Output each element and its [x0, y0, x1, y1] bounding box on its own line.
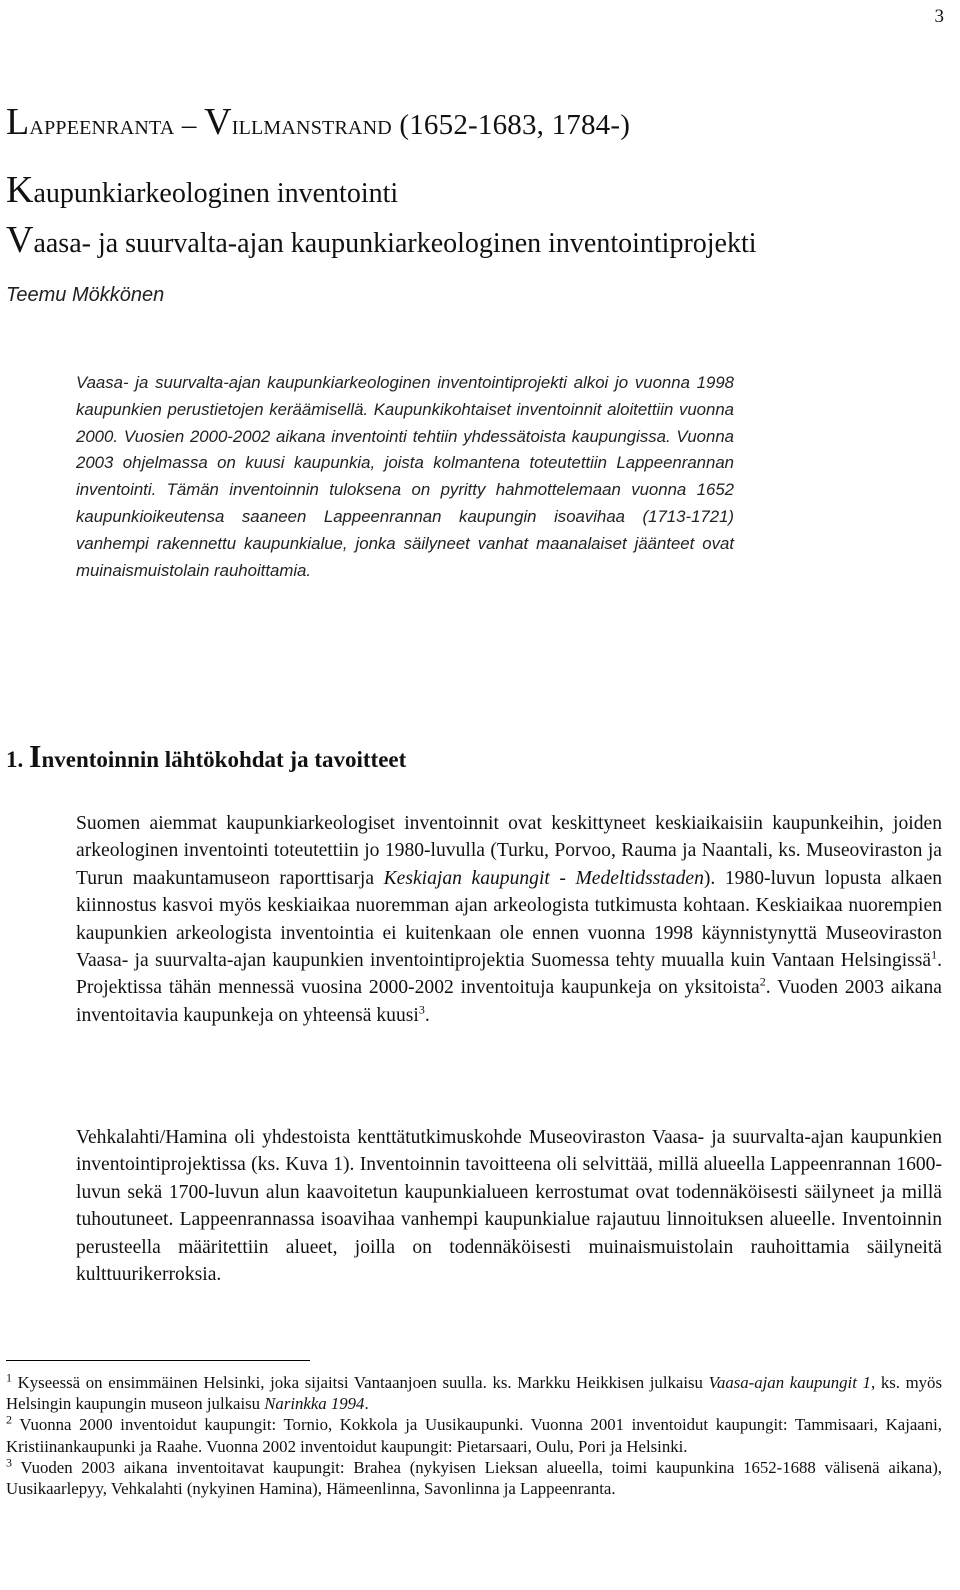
footnote-3-number: 3	[6, 1455, 12, 1470]
footnote-3-text: Vuoden 2003 aikana inventoitavat kaupungit: Brahea (nykyisen Lieksan alueella, toimi kaupunkina 1652-1688 välisenä aikana), Uusikaarlepyy, Vehkalahti (nykyinen Hamina), Hämeenlinna, Savonlinna ja Lappeenranta.	[6, 1457, 942, 1499]
page-number: 3	[934, 6, 944, 27]
abstract: Vaasa- ja suurvalta-ajan kaupunkiarkeologinen inventointiprojekti alkoi jo vuonna 1998 kaupunkien perustietojen keräämisellä. Kaupunkikohtaiset inventoinnit aloitettiin vuonna 2000. Vuosien 2000-2002 aikana inventointi tehtiin yhdessätoista kaupungissa. Vuonna 2003 ohjelmassa on kuusi kaupunkia, joista kolmantena toteutettiin Lappeenrannan inventointi. Tämän inventoinnin tuloksena on pyritty hahmottelemaan vuonna 1652 kaupunkioikeutensa saaneen Lappeenrannan kaupungin isoavihaa (1713-1721) vanhempi rakennettu kaupunkialue, jonka säilyneet vanhat maanalaiset jäänteet ovat muinaismuistolain rauhoittamia.	[76, 373, 734, 580]
section-1-number: 1.	[6, 747, 29, 772]
p1-text-d: . Vuoden 2003 aikana inventoitavia kaupunkeja on yhteensä kuusi	[76, 977, 942, 1026]
subtitle-2-text: aasa- ja suurvalta-ajan kaupunkiarkeologinen inventointiprojekti	[33, 228, 757, 259]
section-1-paragraph-1	[76, 810, 942, 1029]
subtitle-inventory	[6, 168, 398, 212]
section-1-paragraph-2: Vehkalahti/Hamina oli yhdestoista kenttätutkimuskohde Museoviraston Vaasa- ja suurvalta-ajan kaupunkien inventointiprojektissa (ks. Kuva 1). Inventoinnin tavoitteena oli selvittää, millä alueella Lappeenrannan 1600-luvun sekä 1700-luvun alun kaavoitetun kaupunkialueen kerrostumat ovat todennäköisesti säilyneet ja millä tuhoutuneet. Lappeenrannassa isoavihaa vanhempi kaupunkialue rajautuu linnoituksen alueelle. Inventoinnin perusteella määritettiin alueet, joilla on todennäköisesti muinaismuistolain rauhoittamia säilyneitä kulttuurikerroksia.	[76, 1127, 942, 1286]
footnote-separator	[6, 1360, 310, 1361]
footnote-3	[6, 1457, 942, 1499]
subtitle-project	[6, 218, 757, 262]
section-1-initial: I	[29, 738, 42, 774]
footnote-ref-3[interactable]: 3	[418, 1002, 425, 1017]
footnote-1-number: 1	[6, 1370, 12, 1385]
footnotes	[6, 1372, 942, 1499]
subtitle-1-text: aupunkiarkeologinen inventointi	[33, 178, 399, 209]
footnote-1-publication-2: Narinkka 1994	[264, 1394, 365, 1414]
subtitle-2-initial: V	[6, 219, 34, 261]
footnote-2-number: 2	[6, 1412, 12, 1427]
document-title	[6, 100, 630, 144]
p1-series-title: Keskiajan kaupungit - Medeltidsstaden	[383, 867, 704, 889]
author-name: Teemu Mökkönen	[6, 284, 165, 306]
footnote-ref-1[interactable]: 1	[931, 947, 938, 962]
section-1-heading	[6, 738, 406, 775]
p1-text-c: . Projektissa tähän mennessä vuosina 2000-2002 inventoituja kaupunkeja on yksitoista	[76, 950, 942, 999]
title-part-2: illmanstrand	[231, 109, 392, 141]
p1-text-b: ). 1980-luvun lopusta alkaen kiinnostus kasvoi myös keskiaikaa nuoremman ajan arkeologista tutkimusta kohtaan. Keskiaikaa nuorempien kaupunkien arkeologista inventointia ei kuitenkaan ole ennen vuonna 1998 käynnistynyttä Museoviraston Vaasa- ja suurvalta-ajan kaupunkien inventointiprojektia Suomessa tehty muualla kuin Vantaan Helsingissä	[76, 867, 942, 972]
footnote-1-text-b: , ks. myös Helsingin kaupungin museon julkaisu	[6, 1373, 942, 1414]
footnote-1	[6, 1372, 942, 1414]
p1-text-e: .	[424, 1004, 430, 1026]
footnote-1-publication-1: Vaasa-ajan kaupungit 1	[708, 1373, 871, 1392]
title-initial-1: L	[6, 101, 30, 143]
footnote-1-text-c: .	[364, 1394, 369, 1414]
title-part-1: appeenranta –	[29, 109, 205, 141]
footnote-1-text-a: Kyseessä on ensimmäinen Helsinki, joka sijaitsi Vantaanjoen suulla. ks. Markku Heikkisen julkaisu	[12, 1373, 709, 1392]
footnote-ref-2[interactable]: 2	[759, 974, 766, 989]
p1-text-a: Suomen aiemmat kaupunkiarkeologiset inventoinnit ovat keskittyneet keskiaikaisiin kaupunkeihin, joiden arkeologinen inventointi toteutettiin jo 1980-luvulla (Turku, Porvoo, Rauma ja Naantali, ks. Museoviraston ja Turun maakuntamuseon raporttisarja	[76, 813, 942, 889]
subtitle-1-initial: K	[6, 169, 34, 211]
title-years: (1652-1683, 1784-)	[391, 109, 631, 141]
footnote-2-text: Vuonna 2000 inventoidut kaupungit: Tornio, Kokkola ja Uusikaupunki. Vuonna 2001 inventoidut kaupungit: Tammisaari, Kajaani, Kristiinankaupunki ja Raahe. Vuonna 2002 inventoidut kaupungit: Pietarsaari, Oulu, Pori ja Helsinki.	[6, 1415, 942, 1456]
title-initial-2: V	[204, 101, 232, 143]
section-1-title: nventoinnin lähtökohdat ja tavoitteet	[41, 747, 407, 772]
footnote-2	[6, 1414, 942, 1456]
